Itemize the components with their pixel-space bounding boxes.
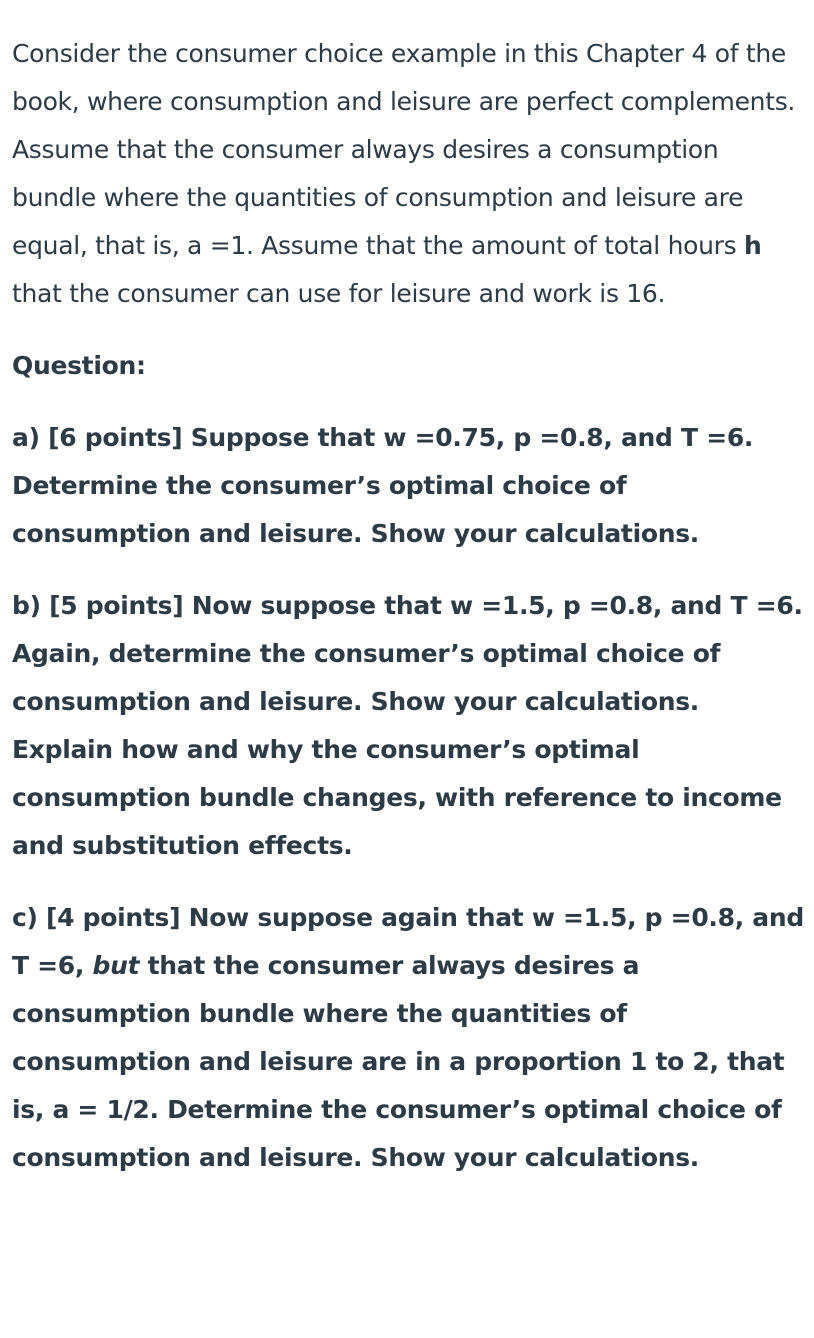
part-c xyxy=(12,894,804,1182)
intro-text-1: Consider the consumer choice example in this Chapter 4 of the book, where consumption and leisure are perfect complements. Assume that the consumer always desires a consumption bundle where the quantities of consumption and leisure are equal, that is, a =1. Assume that the amount of total hours xyxy=(12,39,796,260)
part-a: a) [6 points] Suppose that w =0.75, p =0.8, and T =6. Determine the consumer’s optimal choice of consumption and leisure. Show your calculations. xyxy=(12,423,754,548)
intro-paragraph xyxy=(12,30,804,318)
part-b: b) [5 points] Now suppose that w =1.5, p =0.8, and T =6. Again, determine the consumer’s optimal choice of consumption and leisure. Show your calculations. Explain how and why the consumer’s optimal consumption bundle changes, with reference to income and substitution effects. xyxy=(12,591,803,860)
question-heading: Question: xyxy=(12,351,146,380)
variable-h: h xyxy=(744,231,762,260)
part-c-emphasis-but: but xyxy=(92,951,140,980)
intro-text-2: that the consumer can use for leisure and work is 16. xyxy=(12,279,666,308)
part-c-text-2: that the consumer always desires a consumption bundle where the quantities of consumption and leisure are in a proportion 1 to 2, that is, a = 1/2. Determine the consumer’s optimal choice of consumption and leisure. Show your calculations. xyxy=(12,951,785,1172)
part-c-text-1: c) [4 points] Now suppose again that w =1.5, p =0.8, and T =6, xyxy=(12,903,804,980)
